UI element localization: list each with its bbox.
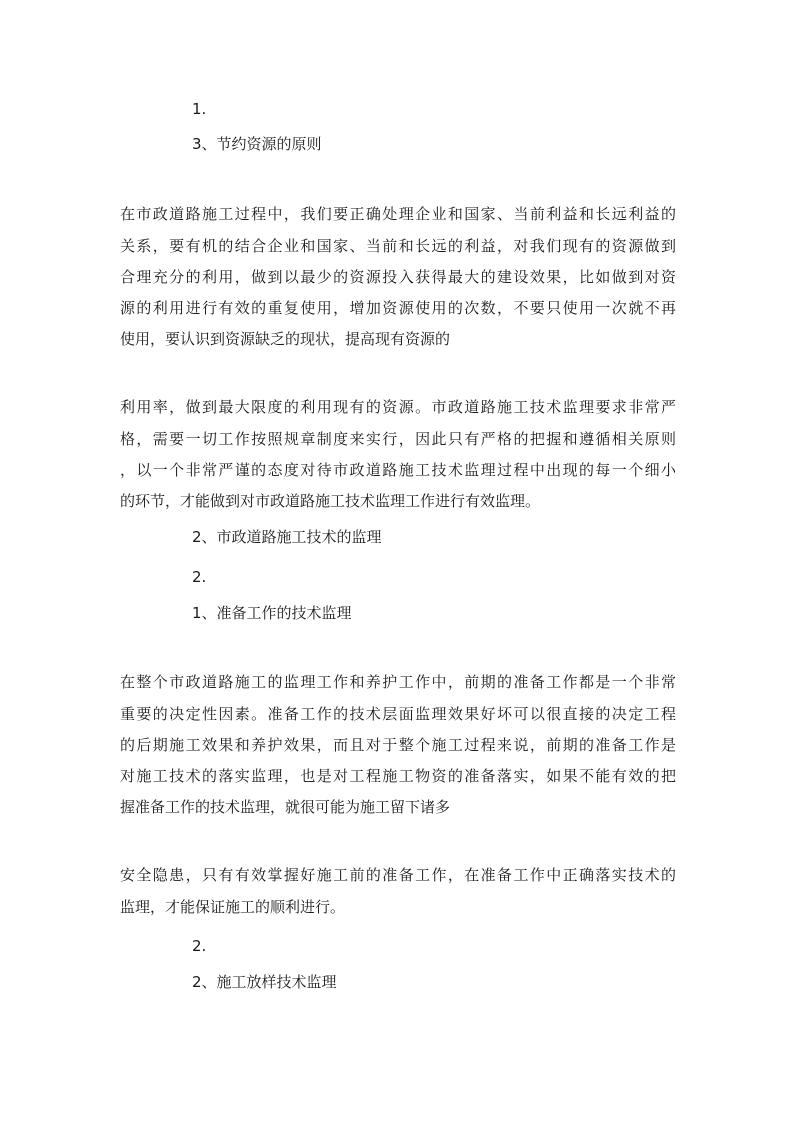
subsection-heading: 2、施工放样技术监理: [192, 973, 337, 991]
paragraph-line: 的后期施工效果和养护效果，而且对于整个施工过程来说，前期的准备工作是: [120, 736, 676, 754]
paragraph-line: 在整个市政道路施工的监理工作和养护工作中，前期的准备工作都是一个非常: [120, 673, 676, 691]
paragraph-line: 对施工技术的落实监理，也是对工程施工物资的准备落实，如果不能有效的把: [120, 767, 676, 785]
list-number: 2.: [192, 568, 207, 586]
paragraph-line: 重要的决定性因素。准备工作的技术层面监理效果好坏可以很直接的决定工程: [120, 705, 676, 723]
list-number: 1.: [192, 100, 207, 118]
paragraph-line: 源的利用进行有效的重复使用，增加资源使用的次数，不要只使用一次就不再: [120, 299, 676, 317]
section-heading: 2、市政道路施工技术的监理: [192, 528, 382, 546]
paragraph-line: 在市政道路施工过程中，我们要正确处理企业和国家、当前利益和长远利益的: [120, 205, 676, 223]
paragraph-line: 合理充分的利用，做到以最少的资源投入获得最大的建设效果，比如做到对资: [120, 268, 676, 286]
paragraph-line: 安全隐患，只有有效掌握好施工前的准备工作，在准备工作中正确落实技术的: [120, 866, 676, 884]
paragraph-line: 利用率，做到最大限度的利用现有的资源。市政道路施工技术监理要求非常严: [120, 398, 676, 416]
paragraph-line: ，以一个非常严谨的态度对待市政道路施工技术监理过程中出现的每一个细小: [120, 461, 676, 479]
subsection-heading: 1、准备工作的技术监理: [192, 604, 352, 622]
paragraph-line: 监理，才能保证施工的顺利进行。: [120, 898, 346, 916]
paragraph-line: 的环节，才能做到对市政道路施工技术监理工作进行有效监理。: [120, 492, 541, 510]
paragraph-line: 关系，要有机的结合企业和国家、当前和长远的利益，对我们现有的资源做到: [120, 237, 676, 255]
paragraph-line: 格，需要一切工作按照规章制度来实行，因此只有严格的把握和遵循相关原则: [120, 430, 676, 448]
paragraph-line: 握准备工作的技术监理，就很可能为施工留下诸多: [120, 798, 451, 816]
list-number: 2.: [192, 937, 207, 955]
section-heading: 3、节约资源的原则: [192, 135, 322, 153]
paragraph-line: 使用，要认识到资源缺乏的现状，提高现有资源的: [120, 330, 451, 348]
